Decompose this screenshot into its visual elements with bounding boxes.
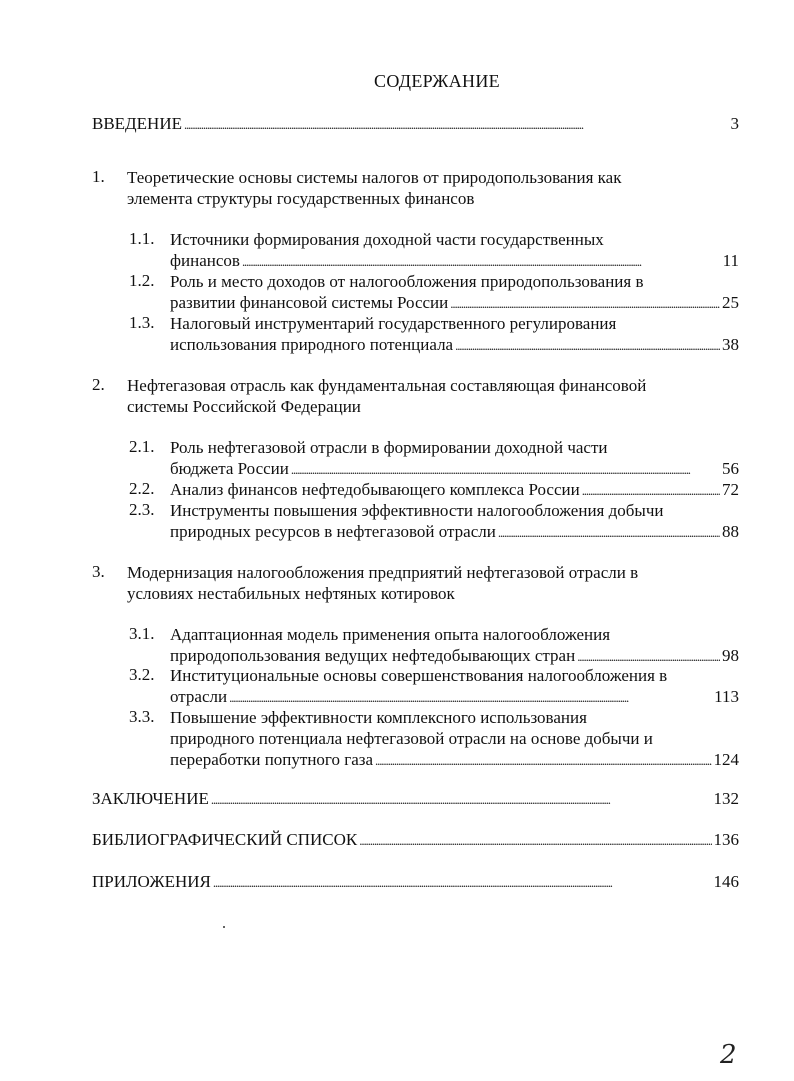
toc-entry-section[interactable]: Повышение эффективности комплексного использования природного потенциала нефтегазовой отрасли на основе добычи и переработки попутного газа . . . 124 (170, 707, 739, 771)
toc-page-number: 88 (722, 522, 739, 541)
section-number: 3.2. (129, 665, 155, 684)
section-number: 1.3. (129, 313, 155, 332)
toc-entry-section[interactable]: Инструменты повышения эффективности налогообложения добычи природных ресурсов в нефтегазовой отрасли . . . 88 (170, 500, 739, 543)
handwritten-page-number: 2 (720, 1040, 737, 1070)
toc-label: БИБЛИОГРАФИЧЕСКИЙ СПИСОК (92, 830, 358, 849)
toc-entry-appendix[interactable] (92, 872, 739, 892)
chapter-number: 2. (92, 375, 105, 394)
toc-page-number: 113 (714, 687, 739, 706)
toc-entry-section[interactable]: Роль и место доходов от налогообложения природопользования в развитии финансовой системы России . . . 25 (170, 271, 739, 314)
toc-entry-conclusion[interactable] (92, 789, 739, 809)
toc-label: ПРИЛОЖЕНИЯ (92, 872, 211, 891)
toc-page-number: 3 (730, 114, 739, 133)
toc-entry-section[interactable]: Источники формирования доходной части государственных финансов . . . 11 (170, 229, 739, 272)
toc-entry-section[interactable]: Роль нефтегазовой отрасли в формировании доходной части бюджета России . . . 56 (170, 437, 739, 480)
toc-entry-section[interactable]: Институциональные основы совершенствования налогообложения в отрасли . . . 113 (170, 665, 739, 708)
toc-page-number: 72 (722, 480, 739, 499)
toc-entry-section[interactable]: Адаптационная модель применения опыта налогообложения природопользования ведущих нефтедобывающих стран . . . 98 (170, 624, 739, 667)
section-number: 1.1. (129, 229, 155, 248)
section-number: 3.3. (129, 707, 155, 726)
chapter-title[interactable]: Модернизация налогообложения предприятий нефтегазовой отрасли в условиях нестабильных нефтяных котировок (127, 563, 639, 603)
stray-dot (223, 926, 225, 928)
section-number: 1.2. (129, 271, 155, 290)
toc-entry-section[interactable]: Налоговый инструментарий государственного регулирования использования природного потенциала . . . 38 (170, 313, 739, 356)
chapter-number: 3. (92, 562, 105, 581)
section-number: 2.1. (129, 437, 155, 456)
toc-page-number: 136 (713, 830, 739, 849)
toc-page-number: 11 (722, 251, 739, 270)
chapter-title[interactable]: Теоретические основы системы налогов от природопользования как элемента структуры государственных финансов (127, 168, 622, 208)
section-number: 2.3. (129, 500, 155, 519)
toc-page-number: 146 (713, 872, 739, 891)
toc-label: ЗАКЛЮЧЕНИЕ (92, 789, 209, 808)
toc-title: СОДЕРЖАНИЕ (374, 71, 500, 91)
toc-page-number: 98 (722, 646, 739, 665)
toc-page-number: 38 (722, 335, 739, 354)
toc-label: ВВЕДЕНИЕ (92, 114, 182, 133)
chapter-title[interactable]: Нефтегазовая отрасль как фундаментальная составляющая финансовой системы Российской Федерации (127, 376, 647, 416)
toc-entry-section[interactable]: Анализ финансов нефтедобывающего комплекса России . . . 72 (170, 479, 739, 501)
toc-page-number: 56 (722, 459, 739, 478)
section-number: 2.2. (129, 479, 155, 498)
toc-page-number: 132 (713, 789, 739, 808)
section-number: 3.1. (129, 624, 155, 643)
chapter-number: 1. (92, 167, 105, 186)
toc-page-number: 124 (713, 750, 739, 769)
toc-page-number: 25 (722, 293, 739, 312)
toc-entry-bibliography[interactable] (92, 830, 739, 850)
toc-entry-intro[interactable] (92, 114, 739, 134)
